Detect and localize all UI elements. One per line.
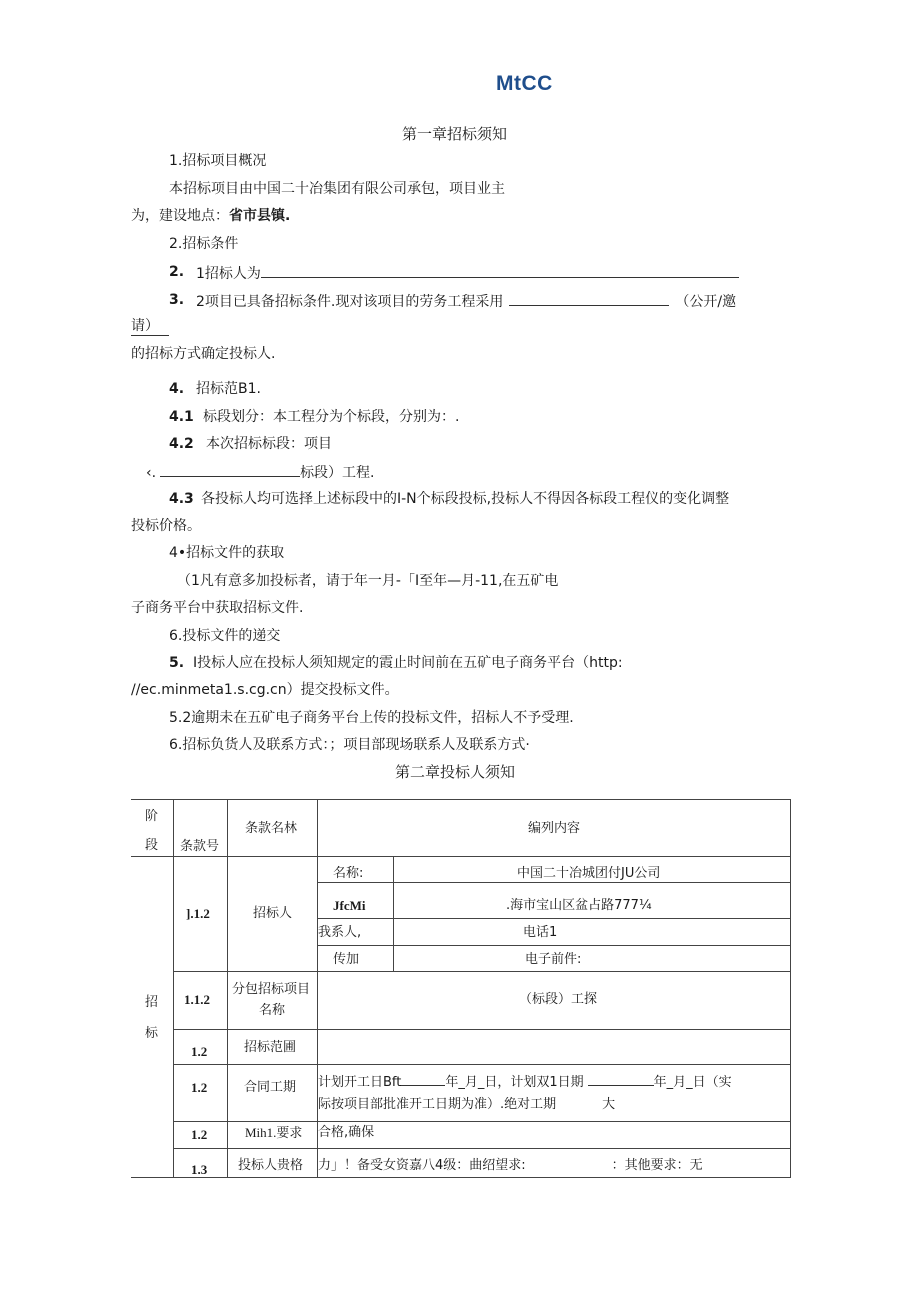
row4-clause-no: 1.2: [191, 1080, 208, 1095]
header-stage-2: 段: [145, 838, 159, 853]
item-2-number: 2.: [169, 264, 185, 280]
finish-date-blank: [588, 1072, 654, 1086]
lot-name-blank: [160, 461, 300, 477]
item-6: 6.招标负货人及联系方式：；项目部现场联系人及联系方式·: [169, 737, 530, 753]
table-rule: [317, 799, 318, 1178]
table-border-bottom: [131, 1177, 791, 1178]
item-5-text: I投标人应在投标人须知规定的霞止时间前在五矿电子商务平台（http:: [193, 655, 623, 671]
table-rule: [173, 1064, 791, 1065]
item-3-number: 3.: [169, 292, 185, 308]
tenderer-blank: [261, 262, 739, 278]
other-requirements: ：其他要求：无: [611, 1158, 703, 1173]
chapter-1-title: 第一章招标须知: [402, 125, 508, 143]
section-6-heading: 6.投标文件的递交: [169, 628, 281, 644]
item-4-3-continuation: 投标价格。: [131, 518, 201, 534]
table-rule: [131, 856, 791, 857]
item-3-text: [196, 290, 736, 312]
section-4-line1: （1凡有意多加投标者，请于年一月-「I至年—月-11,在五矿电: [177, 573, 559, 589]
header-clause-name: 条款名林: [245, 821, 298, 836]
item-5-number: 5.: [169, 655, 185, 671]
item-2-text: [196, 262, 739, 284]
item-2-label: 1招标人为: [196, 266, 261, 282]
item-4-2-number: 4.2: [169, 436, 194, 452]
row6-content: [318, 1157, 703, 1175]
item-3-continuation: 请）: [131, 317, 169, 336]
section-4-line2: 子商务平台中获取招标文件.: [131, 600, 304, 616]
row5-clause-no: 1.2: [191, 1127, 208, 1142]
row1-contact-label: 我系人,: [318, 925, 362, 940]
item-3-continuation-2: 的招标方式确定投标人.: [131, 346, 276, 362]
row2-clause-name-2: 名称: [259, 1003, 286, 1018]
item-4-3-text: 各投标人均可选择上述标段中的I-N个标段投标,投标人不得因各标段工程仪的变化调整: [201, 491, 730, 507]
item-4-2-suffix: 标段）工程.: [300, 465, 375, 481]
table-rule: [173, 1121, 791, 1122]
header-stage-1: 阶: [145, 809, 159, 824]
row4-clause-name: 合同工期: [244, 1080, 297, 1095]
row1-address-value: .海市宝山区盆占路777¼: [506, 898, 652, 913]
table-rule: [173, 971, 791, 972]
item-4-1-text: 标段划分：本工程分为个标段，分别为：.: [203, 409, 460, 425]
stage-char-1: 招: [145, 995, 159, 1010]
row6-clause-no: 1.3: [191, 1162, 208, 1177]
table-rule: [317, 918, 791, 919]
duration-label: 际按项目部批准开工日期为准）.绝对工期: [318, 1097, 557, 1112]
row5-clause-name: Mih1.要求: [245, 1125, 303, 1140]
table-rule: [393, 856, 394, 971]
table-border-right: [790, 799, 791, 1178]
item-4-1-number: 4.1: [169, 409, 194, 425]
item-4-text: 招标范B1.: [196, 381, 261, 397]
tender-method-blank: [509, 290, 669, 306]
qualification-text: 力」！备受女资嘉八4级：曲绍望求:: [318, 1158, 526, 1173]
row1-fax-label: 传加: [333, 952, 360, 967]
start-date-blank: [401, 1072, 445, 1086]
planned-start-date: 年_月_日，计划双1日期: [445, 1075, 584, 1090]
section-1-heading: 1.招标项目概况: [169, 153, 267, 169]
section-4-heading: 4•招标文件的获取: [169, 545, 285, 561]
row2-clause-no: 1.1.2: [184, 992, 210, 1007]
item-4-2-text: 本次招标标段：项目: [206, 436, 332, 452]
item-5-url-line: //ec.minmeta1.s.cg.cn）提交投标文件。: [131, 682, 399, 698]
row1-name-label: 名称:: [333, 866, 364, 881]
duration-unit: 大: [602, 1097, 616, 1112]
company-logo: MtCC: [496, 72, 553, 95]
row1-clause-name: 招标人: [253, 906, 293, 921]
row2-content: （标段）工探: [519, 992, 598, 1007]
row4-content-line1: [318, 1072, 732, 1092]
row1-clause-no: ].1.2: [186, 906, 210, 921]
row1-name-value: 中国二十冶城团付JU公司: [517, 866, 661, 881]
row4-content-line2: [318, 1096, 615, 1114]
table-rule: [317, 945, 791, 946]
item-4-2-prefix: ‹.: [146, 465, 157, 481]
item-4-3-number: 4.3: [169, 491, 194, 507]
row2-clause-name-1: 分包招标项目: [232, 982, 311, 997]
planned-finish-date: 年_月_日（实: [653, 1075, 732, 1090]
table-rule: [173, 1029, 791, 1030]
row1-phone-label: 电话1: [523, 925, 558, 940]
section-1-line2-text: 为，建设地点：: [131, 208, 229, 224]
item-4-number: 4.: [169, 381, 185, 397]
section-1-line2: [131, 206, 290, 226]
row6-clause-name: 投标人贵格: [238, 1158, 304, 1173]
table-rule: [173, 799, 174, 1178]
row1-email-label: 电子前件:: [525, 952, 582, 967]
item-4-2-continuation: [146, 461, 375, 483]
table-border-top: [131, 799, 791, 800]
item-5-2: 5.2逾期未在五矿电子商务平台上传的投标文件，招标人不予受理.: [169, 710, 574, 726]
section-1-location: 省市县镇.: [229, 208, 291, 224]
item-3-suffix: （公开/邀: [675, 294, 737, 310]
section-1-line1: 本招标项目由中国二十冶集团有限公司承包，项目业主: [169, 181, 505, 197]
bidder-instructions-table: [131, 799, 791, 1178]
stage-char-2: 标: [145, 1026, 159, 1041]
item-3-label: 2项目已具备招标条件.现对该项目的劳务工程采用: [196, 294, 504, 310]
table-rule: [173, 1148, 791, 1149]
table-rule: [227, 799, 228, 1178]
header-content: 编列内容: [528, 821, 581, 836]
row5-content: 合格,确保: [318, 1125, 375, 1140]
chapter-2-title: 第二章投标人须知: [395, 763, 516, 781]
planned-start-label: 计划开工日Bft: [318, 1075, 402, 1090]
section-2-heading: 2.招标条件: [169, 236, 239, 252]
row3-clause-no: 1.2: [191, 1044, 208, 1059]
header-clause-no: 条款号: [180, 839, 220, 854]
row1-address-label: JfcMi: [333, 898, 366, 913]
row3-clause-name: 招标范圃: [244, 1040, 297, 1055]
